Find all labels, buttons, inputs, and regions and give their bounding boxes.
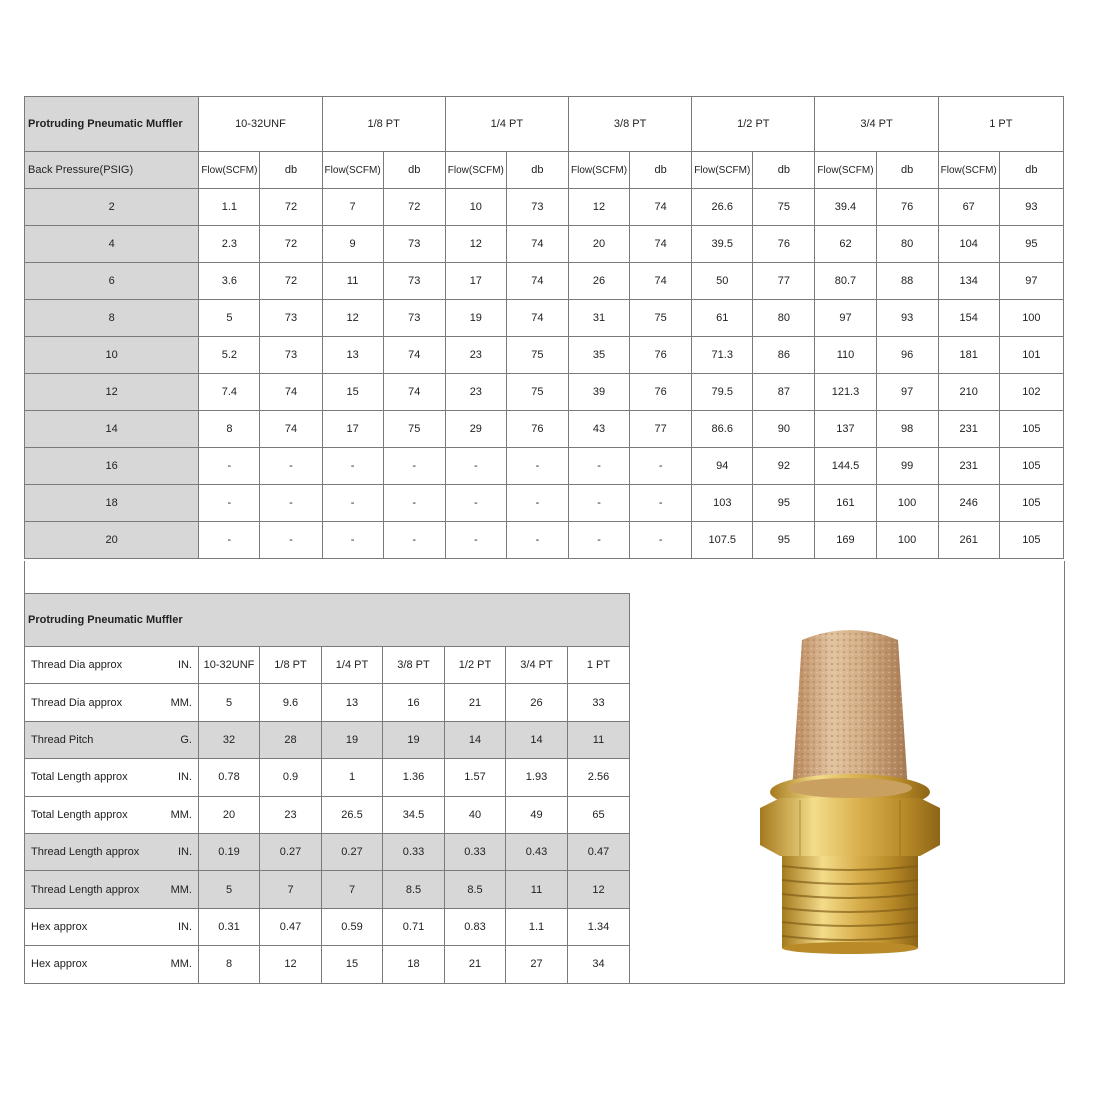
flow-value-cell: 26 bbox=[568, 263, 629, 300]
flow-value-cell: 19 bbox=[445, 300, 506, 337]
db-value-cell: 74 bbox=[506, 263, 568, 300]
flow-value-cell: 43 bbox=[568, 411, 629, 448]
table-row bbox=[25, 411, 1064, 448]
db-value-cell: 73 bbox=[383, 263, 445, 300]
flow-value-cell: 86.6 bbox=[692, 411, 753, 448]
spec-label: Thread Pitch bbox=[31, 733, 94, 746]
spec-label: Total Length approx bbox=[31, 808, 128, 821]
db-value-cell: - bbox=[260, 485, 322, 522]
flow-value-cell: 61 bbox=[692, 300, 753, 337]
table-row bbox=[25, 300, 1064, 337]
spec-value-cell: 16 bbox=[383, 684, 445, 721]
db-value-cell: 74 bbox=[260, 374, 322, 411]
db-value-cell: 93 bbox=[999, 189, 1063, 226]
spec-label-cell bbox=[25, 908, 199, 945]
spec-value-cell: 23 bbox=[260, 796, 322, 833]
db-value-cell: 102 bbox=[999, 374, 1063, 411]
spec-label: Thread Dia approx bbox=[31, 659, 123, 672]
table-row bbox=[25, 226, 1064, 263]
table-row bbox=[25, 337, 1064, 374]
db-value-cell: 93 bbox=[876, 300, 938, 337]
spec-label: Thread Length approx bbox=[31, 883, 140, 896]
spec-value-cell: 34.5 bbox=[383, 796, 445, 833]
spec-unit: MM. bbox=[170, 958, 192, 971]
size-header: 1/2 PT bbox=[692, 97, 815, 152]
flow-value-cell: 137 bbox=[815, 411, 876, 448]
db-value-cell: 88 bbox=[876, 263, 938, 300]
spec-label: Total Length approx bbox=[31, 771, 128, 784]
flow-value-cell: 23 bbox=[445, 374, 506, 411]
flow-value-cell: 246 bbox=[938, 485, 999, 522]
db-header: db bbox=[383, 152, 445, 189]
db-value-cell: 101 bbox=[999, 337, 1063, 374]
spec-value-cell: 1/8 PT bbox=[260, 647, 322, 684]
spec-label: Hex approx bbox=[31, 920, 88, 933]
db-value-cell: - bbox=[260, 522, 322, 559]
db-header: db bbox=[999, 152, 1063, 189]
flow-value-cell: - bbox=[445, 448, 506, 485]
spec-label-cell bbox=[25, 871, 199, 908]
spec-label-cell bbox=[25, 946, 199, 983]
spec-value-cell: 1 PT bbox=[568, 647, 630, 684]
flow-value-cell: 35 bbox=[568, 337, 629, 374]
size-header: 1/4 PT bbox=[445, 97, 568, 152]
spec-value-cell: 5 bbox=[199, 684, 260, 721]
flow-value-cell: 31 bbox=[568, 300, 629, 337]
db-value-cell: 72 bbox=[260, 263, 322, 300]
db-value-cell: 97 bbox=[876, 374, 938, 411]
db-value-cell: - bbox=[383, 522, 445, 559]
db-value-cell: 105 bbox=[999, 485, 1063, 522]
table-row bbox=[25, 871, 630, 908]
flow-value-cell: 231 bbox=[938, 448, 999, 485]
flow-value-cell: 154 bbox=[938, 300, 999, 337]
table-row bbox=[25, 485, 1064, 522]
db-value-cell: 74 bbox=[383, 374, 445, 411]
flow-value-cell: - bbox=[445, 522, 506, 559]
spec-value-cell: 0.31 bbox=[199, 908, 260, 945]
spec-label: Thread Length approx bbox=[31, 846, 140, 859]
spec-value-cell: 0.47 bbox=[568, 833, 630, 870]
flow-scfm-header: Flow(SCFM) bbox=[322, 152, 383, 189]
db-value-cell: 80 bbox=[876, 226, 938, 263]
hex-body bbox=[760, 798, 940, 856]
flow-value-cell: 11 bbox=[322, 263, 383, 300]
spec-value-cell: 1/4 PT bbox=[322, 647, 383, 684]
spec-value-cell: 19 bbox=[383, 721, 445, 758]
db-value-cell: 76 bbox=[630, 337, 692, 374]
spec-label-cell bbox=[25, 759, 199, 796]
flow-value-cell: 121.3 bbox=[815, 374, 876, 411]
spec-value-cell: 0.83 bbox=[445, 908, 506, 945]
db-value-cell: 73 bbox=[383, 300, 445, 337]
db-value-cell: 73 bbox=[506, 189, 568, 226]
flow-value-cell: - bbox=[199, 485, 260, 522]
db-value-cell: 76 bbox=[506, 411, 568, 448]
table-row bbox=[25, 374, 1064, 411]
spec-value-cell: 0.9 bbox=[260, 759, 322, 796]
flow-value-cell: - bbox=[568, 485, 629, 522]
spec-value-cell: 1/2 PT bbox=[445, 647, 506, 684]
spec-value-cell: 0.33 bbox=[445, 833, 506, 870]
spec-value-cell: 65 bbox=[568, 796, 630, 833]
pressure-cell: 6 bbox=[25, 263, 199, 300]
spec-label: Hex approx bbox=[31, 958, 88, 971]
db-value-cell: 77 bbox=[630, 411, 692, 448]
size-header: 1 PT bbox=[938, 97, 1063, 152]
table-row bbox=[25, 796, 630, 833]
spec-label-cell bbox=[25, 796, 199, 833]
spec-value-cell: 40 bbox=[445, 796, 506, 833]
db-value-cell: 76 bbox=[876, 189, 938, 226]
db-value-cell: 80 bbox=[753, 300, 815, 337]
table-row bbox=[25, 721, 630, 758]
pressure-cell: 10 bbox=[25, 337, 199, 374]
db-value-cell: 74 bbox=[383, 337, 445, 374]
db-value-cell: 98 bbox=[876, 411, 938, 448]
flow-value-cell: 13 bbox=[322, 337, 383, 374]
spec-value-cell: 12 bbox=[260, 946, 322, 983]
flow-value-cell: - bbox=[568, 448, 629, 485]
table-row bbox=[25, 833, 630, 870]
flow-value-cell: 39 bbox=[568, 374, 629, 411]
db-value-cell: 97 bbox=[999, 263, 1063, 300]
db-header: db bbox=[506, 152, 568, 189]
spec-value-cell: 34 bbox=[568, 946, 630, 983]
flow-header-row bbox=[25, 97, 1064, 152]
pressure-cell: 16 bbox=[25, 448, 199, 485]
flow-value-cell: - bbox=[445, 485, 506, 522]
flow-value-cell: 17 bbox=[322, 411, 383, 448]
muffler-product-image bbox=[740, 620, 960, 955]
flow-value-cell: 97 bbox=[815, 300, 876, 337]
flow-scfm-header: Flow(SCFM) bbox=[199, 152, 260, 189]
size-header: 3/4 PT bbox=[815, 97, 938, 152]
size-header: 10-32UNF bbox=[199, 97, 322, 152]
db-value-cell: 99 bbox=[876, 448, 938, 485]
db-header: db bbox=[876, 152, 938, 189]
table-row bbox=[25, 448, 1064, 485]
spec-value-cell: 0.19 bbox=[199, 833, 260, 870]
spec-value-cell: 8 bbox=[199, 946, 260, 983]
spec-value-cell: 1.57 bbox=[445, 759, 506, 796]
flow-value-cell: 231 bbox=[938, 411, 999, 448]
db-value-cell: - bbox=[383, 485, 445, 522]
flow-scfm-header: Flow(SCFM) bbox=[445, 152, 506, 189]
flow-value-cell: 161 bbox=[815, 485, 876, 522]
db-header: db bbox=[260, 152, 322, 189]
flow-table-title: Protruding Pneumatic Muffler bbox=[25, 97, 199, 152]
db-value-cell: 92 bbox=[753, 448, 815, 485]
flow-value-cell: 15 bbox=[322, 374, 383, 411]
flow-value-cell: 107.5 bbox=[692, 522, 753, 559]
db-value-cell: - bbox=[383, 448, 445, 485]
spec-value-cell: 0.78 bbox=[199, 759, 260, 796]
table-row bbox=[25, 189, 1064, 226]
db-value-cell: 74 bbox=[630, 263, 692, 300]
flow-subheader-row bbox=[25, 152, 1064, 189]
flow-value-cell: 10 bbox=[445, 189, 506, 226]
db-value-cell: 95 bbox=[753, 522, 815, 559]
spec-value-cell: 11 bbox=[506, 871, 568, 908]
spec-value-cell: 1.93 bbox=[506, 759, 568, 796]
spec-value-cell: 3/4 PT bbox=[506, 647, 568, 684]
spec-unit: G. bbox=[180, 733, 192, 746]
spec-value-cell: 7 bbox=[322, 871, 383, 908]
dims-header-row bbox=[25, 594, 630, 647]
spec-unit: MM. bbox=[170, 808, 192, 821]
db-value-cell: 105 bbox=[999, 522, 1063, 559]
flow-value-cell: 17 bbox=[445, 263, 506, 300]
db-value-cell: 90 bbox=[753, 411, 815, 448]
spec-value-cell: 2.56 bbox=[568, 759, 630, 796]
flow-value-cell: 71.3 bbox=[692, 337, 753, 374]
spec-value-cell: 9.6 bbox=[260, 684, 322, 721]
spec-value-cell: 5 bbox=[199, 871, 260, 908]
flow-value-cell: 26.6 bbox=[692, 189, 753, 226]
spec-value-cell: 0.27 bbox=[260, 833, 322, 870]
flow-scfm-header: Flow(SCFM) bbox=[815, 152, 876, 189]
table-row bbox=[25, 522, 1064, 559]
db-value-cell: - bbox=[506, 485, 568, 522]
spec-value-cell: 0.33 bbox=[383, 833, 445, 870]
spec-value-cell: 3/8 PT bbox=[383, 647, 445, 684]
spec-value-cell: 1 bbox=[322, 759, 383, 796]
spec-value-cell: 0.27 bbox=[322, 833, 383, 870]
db-value-cell: 75 bbox=[630, 300, 692, 337]
db-value-cell: 105 bbox=[999, 448, 1063, 485]
db-value-cell: 96 bbox=[876, 337, 938, 374]
spec-unit: IN. bbox=[177, 846, 192, 859]
db-value-cell: 87 bbox=[753, 374, 815, 411]
db-value-cell: 76 bbox=[630, 374, 692, 411]
flow-value-cell: - bbox=[199, 522, 260, 559]
flow-value-cell: - bbox=[199, 448, 260, 485]
flow-table bbox=[24, 96, 1064, 559]
spec-value-cell: 0.43 bbox=[506, 833, 568, 870]
spec-unit: IN. bbox=[177, 659, 192, 672]
flow-value-cell: 80.7 bbox=[815, 263, 876, 300]
spec-value-cell: 13 bbox=[322, 684, 383, 721]
db-value-cell: 100 bbox=[999, 300, 1063, 337]
db-value-cell: 74 bbox=[506, 300, 568, 337]
flow-value-cell: 110 bbox=[815, 337, 876, 374]
spec-value-cell: 1.36 bbox=[383, 759, 445, 796]
table-row bbox=[25, 263, 1064, 300]
spec-value-cell: 19 bbox=[322, 721, 383, 758]
table-row bbox=[25, 684, 630, 721]
db-value-cell: 100 bbox=[876, 485, 938, 522]
db-value-cell: - bbox=[630, 448, 692, 485]
db-value-cell: 75 bbox=[506, 374, 568, 411]
spec-value-cell: 0.59 bbox=[322, 908, 383, 945]
db-value-cell: 73 bbox=[383, 226, 445, 263]
spec-unit: IN. bbox=[177, 771, 192, 784]
flow-value-cell: 62 bbox=[815, 226, 876, 263]
spec-value-cell: 18 bbox=[383, 946, 445, 983]
spec-unit: MM. bbox=[170, 883, 192, 896]
pressure-cell: 8 bbox=[25, 300, 199, 337]
db-value-cell: 95 bbox=[999, 226, 1063, 263]
db-value-cell: 72 bbox=[383, 189, 445, 226]
flow-value-cell: 29 bbox=[445, 411, 506, 448]
spec-value-cell: 26 bbox=[506, 684, 568, 721]
spec-value-cell: 20 bbox=[199, 796, 260, 833]
flow-value-cell: 2.3 bbox=[199, 226, 260, 263]
flow-value-cell: 104 bbox=[938, 226, 999, 263]
flow-scfm-header: Flow(SCFM) bbox=[692, 152, 753, 189]
db-value-cell: 74 bbox=[630, 226, 692, 263]
db-value-cell: 75 bbox=[753, 189, 815, 226]
spec-value-cell: 12 bbox=[568, 871, 630, 908]
flow-value-cell: 39.4 bbox=[815, 189, 876, 226]
flow-value-cell: 94 bbox=[692, 448, 753, 485]
spec-value-cell: 8.5 bbox=[445, 871, 506, 908]
spec-label: Thread Dia approx bbox=[31, 696, 123, 709]
flow-value-cell: 5 bbox=[199, 300, 260, 337]
pressure-cell: 20 bbox=[25, 522, 199, 559]
db-value-cell: 72 bbox=[260, 226, 322, 263]
spec-unit: MM. bbox=[170, 696, 192, 709]
db-value-cell: - bbox=[506, 522, 568, 559]
flow-value-cell: 20 bbox=[568, 226, 629, 263]
db-value-cell: - bbox=[630, 522, 692, 559]
flow-value-cell: 7 bbox=[322, 189, 383, 226]
pressure-cell: 18 bbox=[25, 485, 199, 522]
db-header: db bbox=[753, 152, 815, 189]
spec-value-cell: 33 bbox=[568, 684, 630, 721]
spec-value-cell: 8.5 bbox=[383, 871, 445, 908]
db-value-cell: - bbox=[506, 448, 568, 485]
db-value-cell: 75 bbox=[506, 337, 568, 374]
flow-value-cell: 67 bbox=[938, 189, 999, 226]
db-value-cell: 100 bbox=[876, 522, 938, 559]
spec-label-cell bbox=[25, 647, 199, 684]
db-value-cell: 74 bbox=[630, 189, 692, 226]
flow-value-cell: 7.4 bbox=[199, 374, 260, 411]
pressure-cell: 14 bbox=[25, 411, 199, 448]
spec-label-cell bbox=[25, 684, 199, 721]
dimensions-table bbox=[24, 593, 630, 984]
pressure-cell: 2 bbox=[25, 189, 199, 226]
spec-value-cell: 28 bbox=[260, 721, 322, 758]
flow-value-cell: 210 bbox=[938, 374, 999, 411]
spec-value-cell: 10-32UNF bbox=[199, 647, 260, 684]
flow-value-cell: 39.5 bbox=[692, 226, 753, 263]
spec-value-cell: 14 bbox=[445, 721, 506, 758]
flow-value-cell: 1.1 bbox=[199, 189, 260, 226]
db-value-cell: 73 bbox=[260, 300, 322, 337]
flow-value-cell: 5.2 bbox=[199, 337, 260, 374]
spec-unit: IN. bbox=[177, 920, 192, 933]
flow-value-cell: 12 bbox=[568, 189, 629, 226]
flow-value-cell: 144.5 bbox=[815, 448, 876, 485]
flow-value-cell: 23 bbox=[445, 337, 506, 374]
flow-value-cell: 12 bbox=[322, 300, 383, 337]
spec-label-cell bbox=[25, 721, 199, 758]
spec-value-cell: 32 bbox=[199, 721, 260, 758]
flow-value-cell: 169 bbox=[815, 522, 876, 559]
spec-label-cell bbox=[25, 833, 199, 870]
pressure-cell: 12 bbox=[25, 374, 199, 411]
table-row bbox=[25, 759, 630, 796]
spec-value-cell: 1.1 bbox=[506, 908, 568, 945]
table-row bbox=[25, 908, 630, 945]
flow-value-cell: 12 bbox=[445, 226, 506, 263]
flow-value-cell: 79.5 bbox=[692, 374, 753, 411]
flow-value-cell: 103 bbox=[692, 485, 753, 522]
back-pressure-header: Back Pressure(PSIG) bbox=[25, 152, 199, 189]
pressure-cell: 4 bbox=[25, 226, 199, 263]
spec-value-cell: 7 bbox=[260, 871, 322, 908]
spec-value-cell: 0.71 bbox=[383, 908, 445, 945]
db-value-cell: 73 bbox=[260, 337, 322, 374]
table-row bbox=[25, 946, 630, 983]
db-value-cell: 105 bbox=[999, 411, 1063, 448]
spec-value-cell: 21 bbox=[445, 946, 506, 983]
db-header: db bbox=[630, 152, 692, 189]
flow-value-cell: - bbox=[322, 448, 383, 485]
db-value-cell: 74 bbox=[260, 411, 322, 448]
flow-value-cell: - bbox=[322, 485, 383, 522]
flow-scfm-header: Flow(SCFM) bbox=[568, 152, 629, 189]
flow-value-cell: - bbox=[568, 522, 629, 559]
size-header: 1/8 PT bbox=[322, 97, 445, 152]
db-value-cell: 75 bbox=[383, 411, 445, 448]
spec-value-cell: 27 bbox=[506, 946, 568, 983]
flow-value-cell: 8 bbox=[199, 411, 260, 448]
spec-value-cell: 21 bbox=[445, 684, 506, 721]
spec-value-cell: 11 bbox=[568, 721, 630, 758]
flow-value-cell: 261 bbox=[938, 522, 999, 559]
db-value-cell: 86 bbox=[753, 337, 815, 374]
spec-value-cell: 1.34 bbox=[568, 908, 630, 945]
db-value-cell: 72 bbox=[260, 189, 322, 226]
db-value-cell: - bbox=[260, 448, 322, 485]
flow-value-cell: 3.6 bbox=[199, 263, 260, 300]
flow-value-cell: 181 bbox=[938, 337, 999, 374]
flow-value-cell: - bbox=[322, 522, 383, 559]
spec-value-cell: 49 bbox=[506, 796, 568, 833]
db-value-cell: 77 bbox=[753, 263, 815, 300]
spec-value-cell: 26.5 bbox=[322, 796, 383, 833]
spec-value-cell: 0.47 bbox=[260, 908, 322, 945]
size-header: 3/8 PT bbox=[568, 97, 691, 152]
db-value-cell: - bbox=[630, 485, 692, 522]
flow-value-cell: 134 bbox=[938, 263, 999, 300]
flow-scfm-header: Flow(SCFM) bbox=[938, 152, 999, 189]
table-row bbox=[25, 647, 630, 684]
spec-value-cell: 15 bbox=[322, 946, 383, 983]
flow-value-cell: 9 bbox=[322, 226, 383, 263]
dims-table-title: Protruding Pneumatic Muffler bbox=[25, 594, 630, 647]
db-value-cell: 74 bbox=[506, 226, 568, 263]
db-value-cell: 76 bbox=[753, 226, 815, 263]
db-value-cell: 95 bbox=[753, 485, 815, 522]
flow-value-cell: 50 bbox=[692, 263, 753, 300]
spec-value-cell: 14 bbox=[506, 721, 568, 758]
